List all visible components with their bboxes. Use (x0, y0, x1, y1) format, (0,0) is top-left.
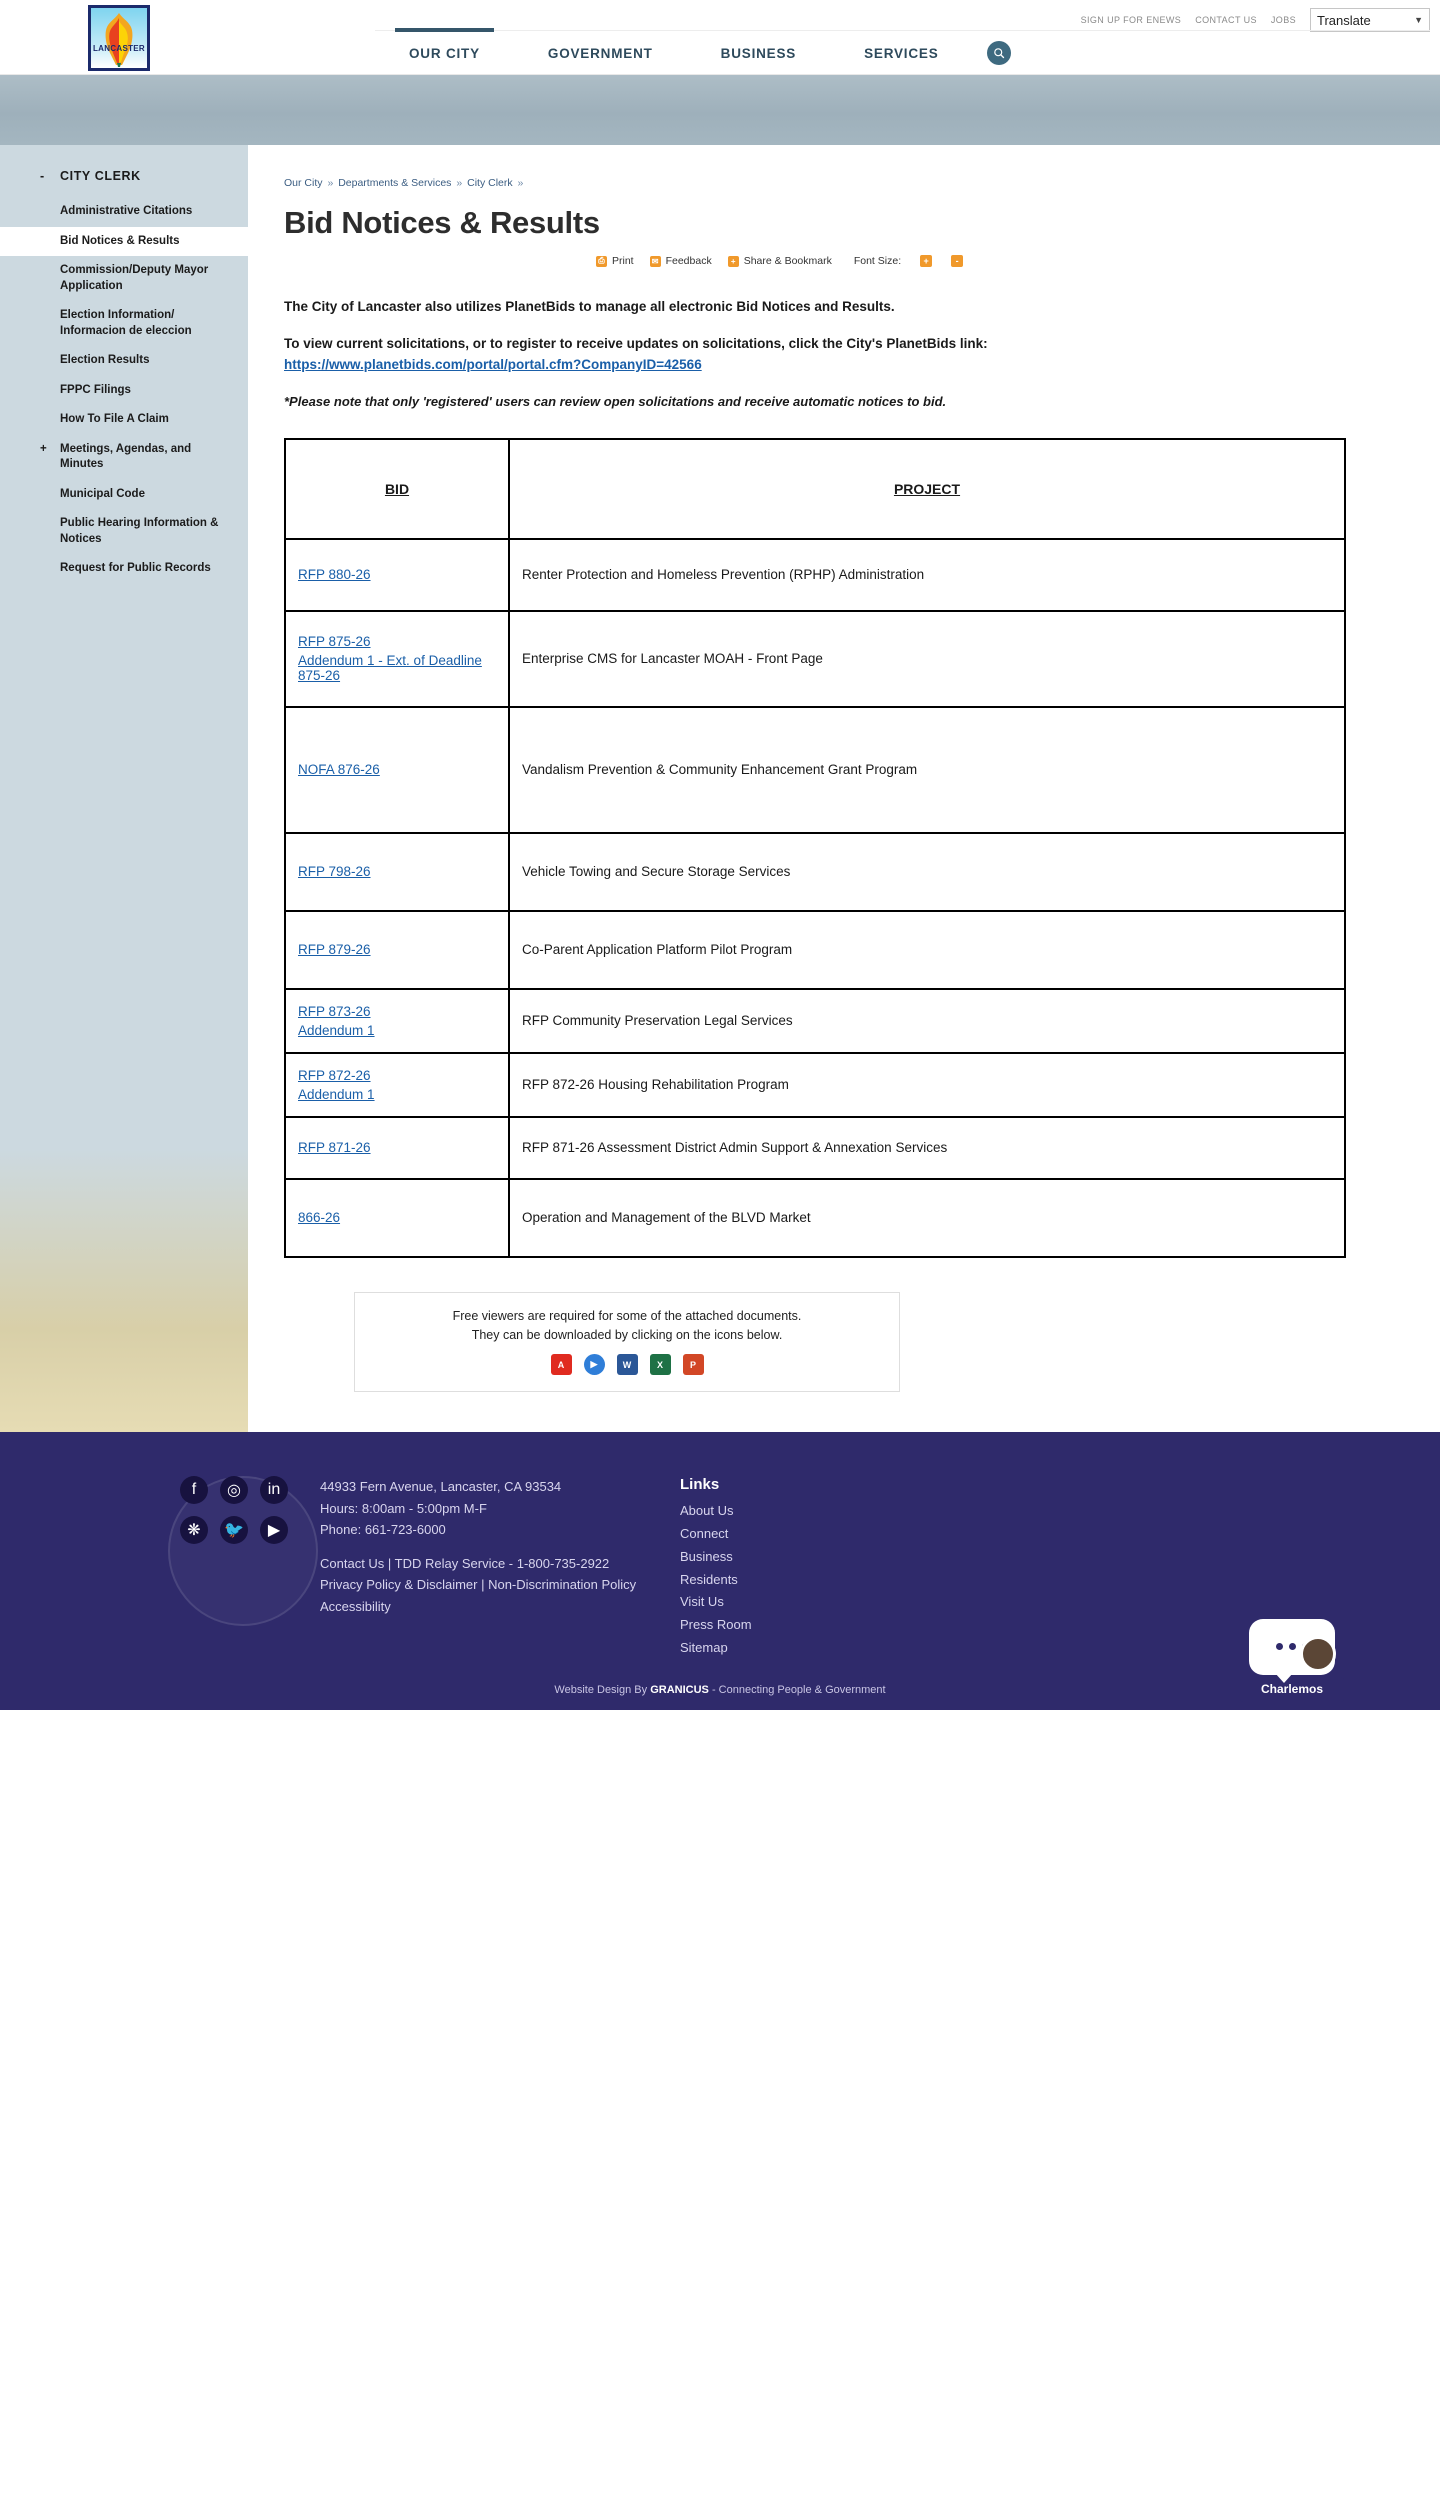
share-icon: + (728, 256, 739, 267)
bid-link[interactable]: RFP 875-26 (298, 634, 371, 650)
column-header-bid: BID (285, 439, 509, 539)
site-header (0, 0, 1440, 75)
sidebar-item-bid-notices-results[interactable] (0, 227, 248, 257)
envelope-icon: ✉ (650, 256, 661, 267)
credit-prefix: Website Design By (554, 1683, 648, 1696)
bid-link[interactable]: 866-26 (298, 1210, 341, 1226)
table-row (285, 1179, 1345, 1257)
feedback-label: Feedback (665, 255, 712, 267)
footer-links-column (680, 1476, 752, 1659)
footer-hours: Hours: 8:00am - 5:00pm M-F (320, 1500, 487, 1516)
footer-accessibility-link[interactable]: Accessibility (320, 1598, 391, 1614)
breadcrumb-separator: » (456, 177, 463, 189)
sidebar-item-public-hearing-information[interactable] (0, 509, 248, 554)
credit-suffix: - Connecting People & Government (711, 1683, 886, 1696)
bid-cell (285, 707, 509, 833)
table-row (285, 611, 1345, 707)
twitter-icon[interactable]: 🐦 (220, 1516, 248, 1544)
sidebar-item-how-to-file-a-claim[interactable] (0, 405, 248, 435)
sidebar-item-expand-toggle[interactable]: + (40, 442, 47, 455)
project-cell: RFP 871-26 Assessment District Admin Support & Annexation Services (509, 1117, 1345, 1179)
footer-link-press-room[interactable]: Press Room (680, 1617, 752, 1633)
social-links (180, 1476, 320, 1659)
project-cell: Co-Parent Application Platform Pilot Program (509, 911, 1345, 989)
hero-banner (0, 75, 1440, 145)
font-size-decrease-button[interactable]: - (951, 255, 963, 267)
project-cell: Vandalism Prevention & Community Enhancement Grant Program (509, 707, 1345, 833)
sidebar-item-label: Administrative Citations (60, 205, 193, 217)
intro-note: *Please note that only 'registered' users can review open solicitations and receive automatic notices to bid. (284, 393, 947, 409)
linkedin-icon[interactable]: in (260, 1476, 288, 1504)
printer-icon: ⎙ (596, 256, 607, 267)
sidebar-item-election-results[interactable] (0, 346, 248, 376)
footer-link-about-us[interactable]: About Us (680, 1503, 734, 1519)
nav-item-government[interactable]: GOVERNMENT (547, 45, 653, 61)
footer-policy-line[interactable]: Privacy Policy & Disclaimer | Non-Discrimination Policy (320, 1577, 637, 1593)
bid-addendum-link[interactable]: Addendum 1 (298, 1086, 375, 1102)
table-row (285, 911, 1345, 989)
table-row (285, 707, 1345, 833)
nav-item-business[interactable]: BUSINESS (720, 45, 797, 61)
breadcrumb-separator: » (517, 177, 524, 189)
translate-label: Translate (1317, 12, 1371, 28)
bid-cell (285, 539, 509, 611)
sidebar-item-label: Commission/Deputy Mayor Application (60, 264, 209, 292)
bid-link[interactable]: RFP 798-26 (298, 864, 371, 880)
city-logo-label: LANCASTER (92, 44, 146, 53)
chatbot-widget[interactable] (1240, 1619, 1344, 1702)
rss-icon[interactable]: ❋ (180, 1516, 208, 1544)
main-navigation (375, 30, 1430, 75)
bid-link[interactable]: RFP 880-26 (298, 567, 371, 583)
sidebar-item-label: Election Information/ Informacion de eleccion (60, 309, 192, 337)
viewer-icon-list (373, 1354, 881, 1375)
intro-line-2 (284, 334, 1440, 376)
utility-link-enews[interactable]: SIGN UP FOR ENEWS (1080, 15, 1182, 25)
viewers-line-1: Free viewers are required for some of the attached documents. (452, 1308, 802, 1323)
breadcrumb-item-departments-services[interactable]: Departments & Services (338, 177, 452, 189)
footer-link-business[interactable]: Business (680, 1548, 733, 1564)
nav-item-services[interactable]: SERVICES (864, 45, 939, 61)
bid-link[interactable]: RFP 879-26 (298, 942, 371, 958)
sidebar-heading[interactable] (0, 169, 248, 183)
sidebar-item-request-for-public-records[interactable] (0, 554, 248, 584)
free-viewers-box (354, 1292, 900, 1393)
utility-bar (1081, 8, 1440, 32)
footer-link-visit-us[interactable]: Visit Us (680, 1594, 724, 1610)
footer-address: 44933 Fern Avenue, Lancaster, CA 93534 (320, 1479, 562, 1495)
breadcrumb (284, 177, 1440, 189)
print-button[interactable] (596, 255, 634, 267)
site-footer (0, 1432, 1440, 1709)
footer-address-block (320, 1476, 680, 1659)
footer-links-heading: Links (680, 1476, 720, 1494)
breadcrumb-item-city-clerk[interactable]: City Clerk (467, 177, 513, 189)
main-content (248, 145, 1440, 1432)
breadcrumb-item-our-city[interactable]: Our City (284, 177, 323, 189)
table-header-row (285, 439, 1345, 539)
windows-media-player-icon[interactable]: ▶ (584, 1354, 605, 1375)
bid-cell (285, 1179, 509, 1257)
utility-link-contact[interactable]: CONTACT US (1195, 15, 1257, 25)
feedback-button[interactable] (650, 255, 712, 267)
table-row (285, 1053, 1345, 1117)
sidebar-item-election-information[interactable] (0, 301, 248, 346)
column-header-project: PROJECT (509, 439, 1345, 539)
search-icon (993, 47, 1005, 59)
table-row (285, 539, 1345, 611)
bid-addendum-link[interactable]: Addendum 1 - Ext. of Deadline 875-26 (298, 653, 482, 684)
bid-cell (285, 989, 509, 1053)
table-row (285, 1117, 1345, 1179)
sidebar-item-fppc-filings[interactable] (0, 376, 248, 406)
city-logo[interactable] (88, 5, 150, 71)
sidebar-heading-label: CITY CLERK (60, 169, 141, 183)
page-toolbar (596, 255, 1440, 267)
page-body (0, 145, 1440, 1432)
footer-link-connect[interactable]: Connect (680, 1526, 729, 1542)
bid-cell (285, 1117, 509, 1179)
word-viewer-icon[interactable]: W (617, 1354, 638, 1375)
bid-cell (285, 911, 509, 989)
powerpoint-viewer-icon[interactable]: P (683, 1354, 704, 1375)
sidebar-item-label: Municipal Code (60, 487, 145, 500)
facebook-icon[interactable]: f (180, 1476, 208, 1504)
project-cell: Vehicle Towing and Secure Storage Services (509, 833, 1345, 911)
share-bookmark-button[interactable] (728, 255, 832, 267)
footer-link-sitemap[interactable]: Sitemap (680, 1639, 728, 1655)
bid-link[interactable]: RFP 873-26 (298, 1003, 371, 1019)
intro-line-1: The City of Lancaster also utilizes PlanetBids to manage all electronic Bid Notices and Results. (284, 299, 895, 314)
table-row (285, 833, 1345, 911)
footer-phone: Phone: 661-723-6000 (320, 1522, 446, 1538)
excel-viewer-icon[interactable]: X (650, 1354, 671, 1375)
footer-link-residents[interactable]: Residents (680, 1571, 738, 1587)
instagram-icon[interactable]: ◎ (220, 1476, 248, 1504)
font-size-label: Font Size: (853, 255, 902, 267)
footer-credit (0, 1664, 1440, 1710)
sidebar-item-label: Request for Public Records (60, 562, 211, 575)
print-label: Print (612, 255, 634, 267)
intro-line-2-prefix: To view current solicitations, or to register to receive updates on solicitations, click the City's PlanetBids link: (284, 335, 988, 351)
sidebar-item-meetings-agendas-minutes[interactable] (0, 435, 248, 480)
bid-addendum-link[interactable]: Addendum 1 (298, 1022, 375, 1038)
project-cell: Renter Protection and Homeless Prevention (RPHP) Administration (509, 539, 1345, 611)
search-button[interactable] (987, 41, 1011, 65)
project-cell: Operation and Management of the BLVD Market (509, 1179, 1345, 1257)
planetbids-link[interactable]: https://www.planetbids.com/portal/portal.cfm?CompanyID=42566 (284, 356, 702, 372)
project-cell: RFP 872-26 Housing Rehabilitation Program (509, 1053, 1345, 1117)
youtube-icon[interactable]: ▶ (260, 1516, 288, 1544)
chat-dot-icon (1289, 1643, 1296, 1650)
sidebar-item-administrative-citations[interactable] (0, 197, 248, 227)
utility-link-jobs[interactable]: JOBS (1270, 15, 1296, 25)
chat-mascot-avatar (1300, 1636, 1336, 1672)
bid-notices-table (284, 438, 1346, 1258)
bid-cell (285, 1053, 509, 1117)
project-cell: RFP Community Preservation Legal Services (509, 989, 1345, 1053)
viewers-line-2: They can be downloaded by clicking on the icons below. (471, 1327, 783, 1342)
translate-dropdown[interactable] (1310, 8, 1430, 32)
sidebar-item-label: Election Results (60, 354, 150, 367)
sidebar-item-label: FPPC Filings (60, 383, 131, 396)
sidebar-item-label: Meetings, Agendas, and Minutes (60, 442, 192, 471)
sidebar-item-municipal-code[interactable] (0, 480, 248, 510)
sidebar (0, 145, 248, 1432)
bid-cell (285, 833, 509, 911)
chevron-down-icon: ▼ (1414, 15, 1423, 25)
sidebar-item-commission-deputy-mayor-application[interactable] (0, 256, 248, 301)
page-title: Bid Notices & Results (284, 205, 600, 240)
project-cell: Enterprise CMS for Lancaster MOAH - Front Page (509, 611, 1345, 707)
credit-brand[interactable]: GRANICUS (650, 1683, 709, 1696)
breadcrumb-separator: » (327, 177, 334, 189)
share-label: Share & Bookmark (743, 255, 832, 267)
pdf-viewer-icon[interactable]: A (551, 1354, 572, 1375)
chatbot-label[interactable]: Charlemos (1240, 1677, 1344, 1702)
sidebar-item-label: Public Hearing Information & Notices (60, 517, 219, 545)
sidebar-item-label: How To File A Claim (60, 413, 169, 426)
table-row (285, 989, 1345, 1053)
sidebar-item-label: Bid Notices & Results (60, 234, 180, 247)
sidebar-collapse-toggle[interactable]: - (40, 169, 45, 183)
bid-cell (285, 611, 509, 707)
bid-link[interactable]: RFP 872-26 (298, 1067, 371, 1083)
font-size-increase-button[interactable]: + (920, 255, 932, 267)
chat-dot-icon (1276, 1643, 1283, 1650)
footer-contact-line[interactable]: Contact Us | TDD Relay Service - 1-800-735-2922 (320, 1555, 610, 1571)
bid-link[interactable]: NOFA 876-26 (298, 762, 380, 778)
intro-text (284, 297, 1440, 412)
bid-link[interactable]: RFP 871-26 (298, 1140, 371, 1156)
nav-item-our-city[interactable]: OUR CITY (375, 31, 514, 76)
